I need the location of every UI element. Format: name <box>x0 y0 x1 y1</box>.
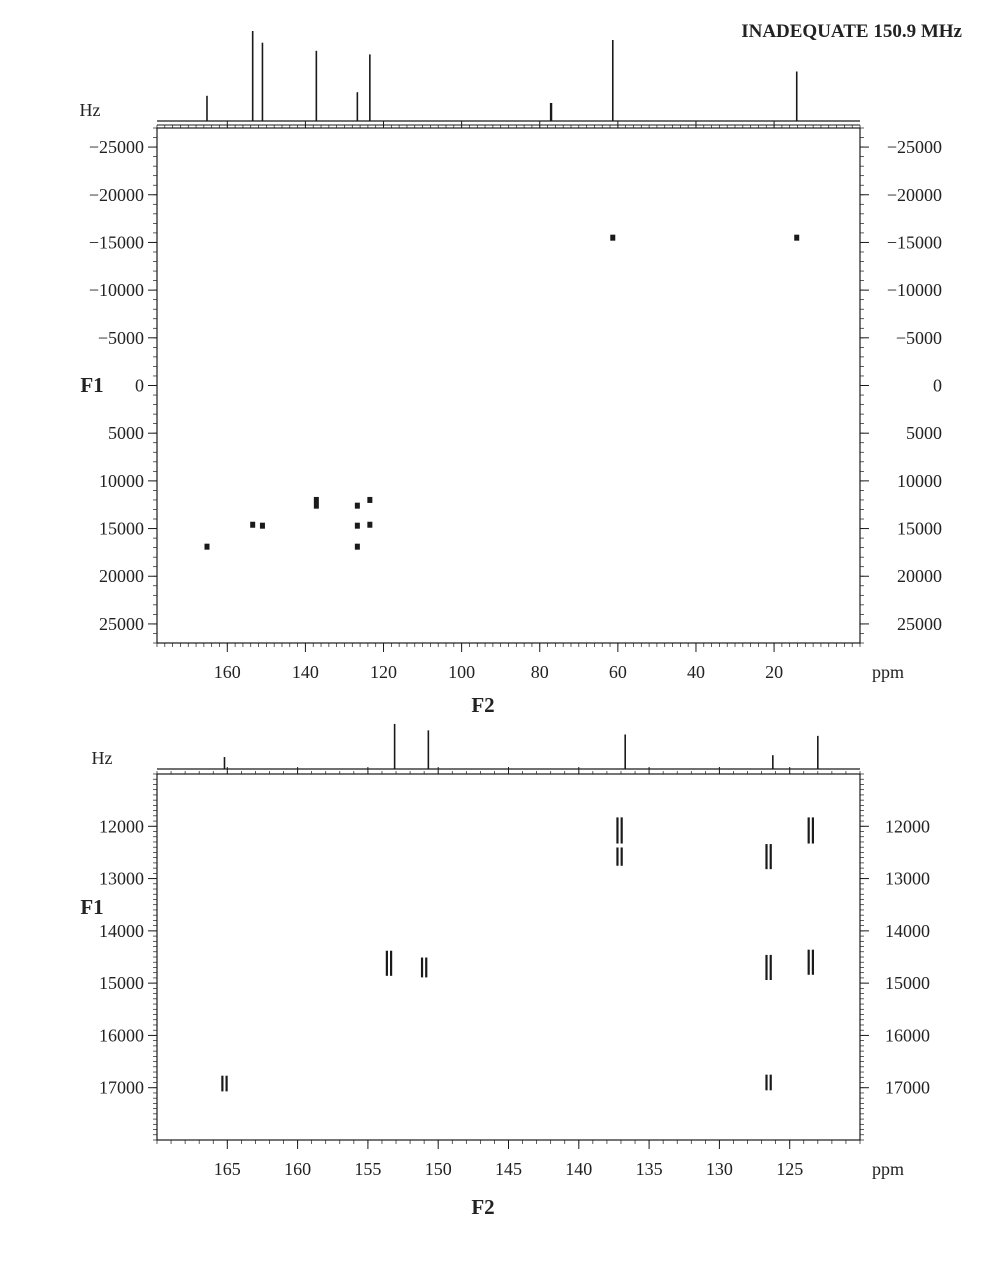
cross-peak <box>610 235 615 241</box>
y-tick-label-left: 17000 <box>99 1077 144 1098</box>
x-tick-label: 40 <box>686 662 705 682</box>
y-tick-label-left: 12000 <box>99 816 144 837</box>
cross-peak <box>250 522 255 528</box>
cross-peak <box>355 523 360 529</box>
x-tick-label: 125 <box>776 1159 804 1179</box>
y-tick-label-right: 16000 <box>885 1025 930 1046</box>
y-tick-label-right: 20000 <box>897 566 942 587</box>
y-axis-label: F1 <box>80 373 104 397</box>
x-tick-label: 165 <box>213 1159 241 1179</box>
cross-peak <box>794 235 799 241</box>
x-tick-label: 140 <box>565 1159 593 1179</box>
panel-expanded-region <box>80 724 930 1219</box>
y-tick-label-right: 5000 <box>906 423 942 444</box>
x-unit-label: ppm <box>871 1159 905 1179</box>
cross-peak <box>355 544 360 550</box>
panel-full-spectrum <box>80 31 943 717</box>
y-tick-label-right: −20000 <box>886 184 942 205</box>
cross-peak <box>367 497 372 503</box>
y-unit-label: Hz <box>79 100 101 120</box>
y-tick-label-left: 14000 <box>99 920 144 941</box>
cross-peak <box>355 503 360 509</box>
y-tick-label-right: −5000 <box>895 327 942 348</box>
y-axis-label: F1 <box>80 895 104 919</box>
x-tick-label: 130 <box>705 1159 733 1179</box>
y-tick-label-left: 20000 <box>99 566 144 587</box>
x-tick-label: 20 <box>765 662 784 682</box>
y-tick-label-right: 14000 <box>885 920 930 941</box>
x-tick-label: 160 <box>213 662 241 682</box>
y-tick-label-right: 12000 <box>885 816 930 837</box>
y-tick-label-left: 25000 <box>99 613 144 634</box>
x-tick-label: 150 <box>424 1159 452 1179</box>
x-tick-label: 160 <box>284 1159 312 1179</box>
cross-peak <box>260 523 265 529</box>
y-tick-label-left: 15000 <box>99 518 144 539</box>
plot-frame <box>157 774 860 1140</box>
x-tick-label: 120 <box>370 662 398 682</box>
y-unit-label: Hz <box>91 748 113 768</box>
y-tick-label-left: 10000 <box>99 470 144 491</box>
y-tick-label-left: 15000 <box>99 973 144 994</box>
y-tick-label-left: 0 <box>135 375 144 396</box>
x-axis-label: F2 <box>471 1195 495 1219</box>
y-tick-label-left: 16000 <box>99 1025 144 1046</box>
y-tick-label-right: 10000 <box>897 470 942 491</box>
x-unit-label: ppm <box>871 662 905 682</box>
x-tick-label: 145 <box>495 1159 522 1179</box>
cross-peak <box>314 497 319 503</box>
y-tick-label-right: 25000 <box>897 613 942 634</box>
x-tick-label: 60 <box>608 662 627 682</box>
y-tick-label-left: 5000 <box>108 423 144 444</box>
y-tick-label-right: 15000 <box>885 973 930 994</box>
chart-title: INADEQUATE 150.9 MHz <box>741 21 962 42</box>
x-tick-label: 80 <box>530 662 549 682</box>
cross-peak <box>367 522 372 528</box>
plot-frame <box>157 128 860 643</box>
x-axis-label: F2 <box>471 693 495 717</box>
y-tick-label-left: 13000 <box>99 868 144 889</box>
x-tick-label: 100 <box>448 662 476 682</box>
cross-peak <box>204 544 209 550</box>
y-tick-label-left: −10000 <box>88 280 144 301</box>
y-tick-label-right: 0 <box>933 375 942 396</box>
cross-peak <box>314 503 319 509</box>
y-tick-label-right: −10000 <box>886 280 942 301</box>
y-tick-label-left: −25000 <box>88 137 144 158</box>
y-tick-label-right: −15000 <box>886 232 942 253</box>
y-tick-label-left: −15000 <box>88 232 144 253</box>
y-tick-label-right: 17000 <box>885 1077 930 1098</box>
y-tick-label-left: −20000 <box>88 184 144 205</box>
y-tick-label-left: −5000 <box>97 327 144 348</box>
y-tick-label-right: 15000 <box>897 518 942 539</box>
x-tick-label: 135 <box>635 1159 663 1179</box>
y-tick-label-right: −25000 <box>886 137 942 158</box>
y-tick-label-right: 13000 <box>885 868 930 889</box>
x-tick-label: 155 <box>354 1159 382 1179</box>
x-tick-label: 140 <box>291 662 319 682</box>
